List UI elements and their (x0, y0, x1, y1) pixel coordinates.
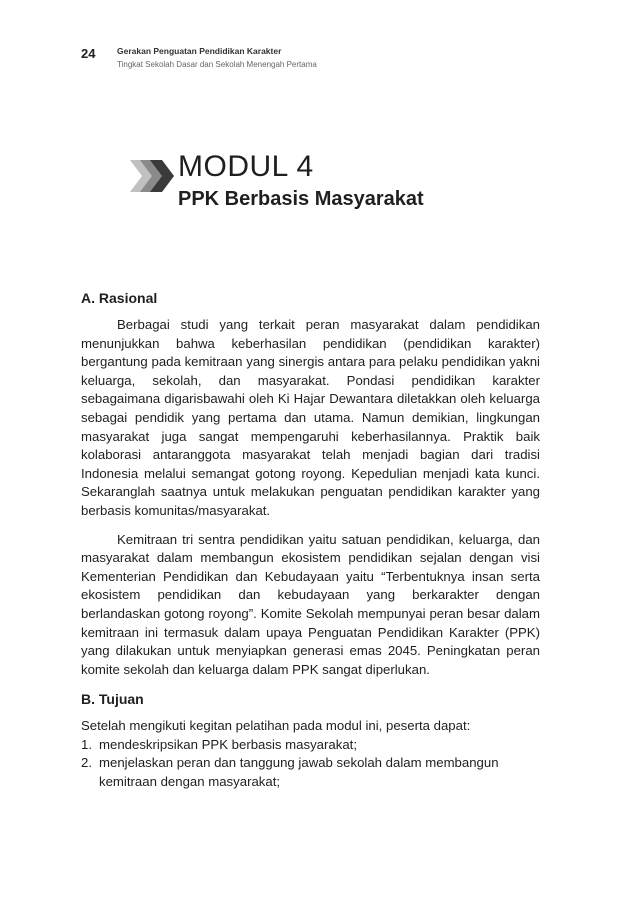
tujuan-intro: Setelah mengikuti kegitan pelatihan pada modul ini, peserta dapat: (81, 718, 471, 734)
list-item-text: mendeskripsikan PPK berbasis masyarakat; (99, 736, 357, 752)
running-header-subtitle: Tingkat Sekolah Dasar dan Sekolah Menengah Pertama (117, 60, 317, 69)
list-item (81, 736, 540, 755)
section-b-heading: B. Tujuan (81, 691, 144, 708)
rasional-paragraph-2: Kemitraan tri sentra pendidikan yaitu satuan pendidikan, keluarga, dan masyarakat dalam membangun ekosistem pendidikan sejalan dengan visi Kementerian Pendidikan dan Kebudayaan yaitu “Terbentuknya insan serta ekosistem pendidikan dan kebudayaan yang berkarakter dengan berlandaskan gotong royong”. Komite Sekolah mempunyai peran besar dalam kemitraan ini termasuk dalam upaya Penguatan Pendidikan Karakter (PPK) yang dilakukan untuk menyiapkan generasi emas 2045. Peningkatan peran komite sekolah dan keluarga dalam PPK sangat diperlukan. (81, 531, 540, 677)
module-title: MODUL 4 (178, 150, 314, 183)
section-a-heading: A. Rasional (81, 290, 158, 306)
tujuan-list (81, 736, 540, 792)
page-number: 24 (81, 46, 96, 61)
module-subtitle: PPK Berbasis Masyarakat (178, 188, 424, 210)
list-item-number: 2. (81, 755, 92, 771)
rasional-paragraph-1: Berbagai studi yang terkait peran masyarakat dalam pendidikan menunjukkan bahwa keberhasilan pendidikan (pendidikan karakter) bergantung pada kemitraan yang sinergis antara para pelaku pendidikan yakni keluarga, sekolah, dan masyarakat. Pondasi pendidikan karakter sebagaimana digarisbawahi oleh Ki Hajar Dewantara diletakkan oleh keluarga sebagai pendidik yang pertama dan utama. Namun demikian, lingkungan masyarakat juga sangat mempengaruhi keberhasilannya. Praktik baik kolaborasi antaranggota masyarakat telah menjadi bagian dari tradisi Indonesia melalui semangat gotong royong. Kepedulian menjadi kata kunci. Sekaranglah saatnya untuk melakukan penguatan pendidikan karakter yang berbasis komunitas/masyarakat. (81, 317, 540, 518)
list-item-text: menjelaskan peran dan tanggung jawab sekolah dalam membangun kemitraan dengan masyarakat; (99, 755, 499, 790)
list-item-number: 1. (81, 736, 92, 752)
page-content (81, 290, 540, 792)
running-header-title: Gerakan Penguatan Pendidikan Karakter (117, 46, 282, 56)
module-heading (128, 150, 548, 220)
list-item (81, 754, 540, 791)
chevron-arrow-icon (128, 158, 176, 194)
